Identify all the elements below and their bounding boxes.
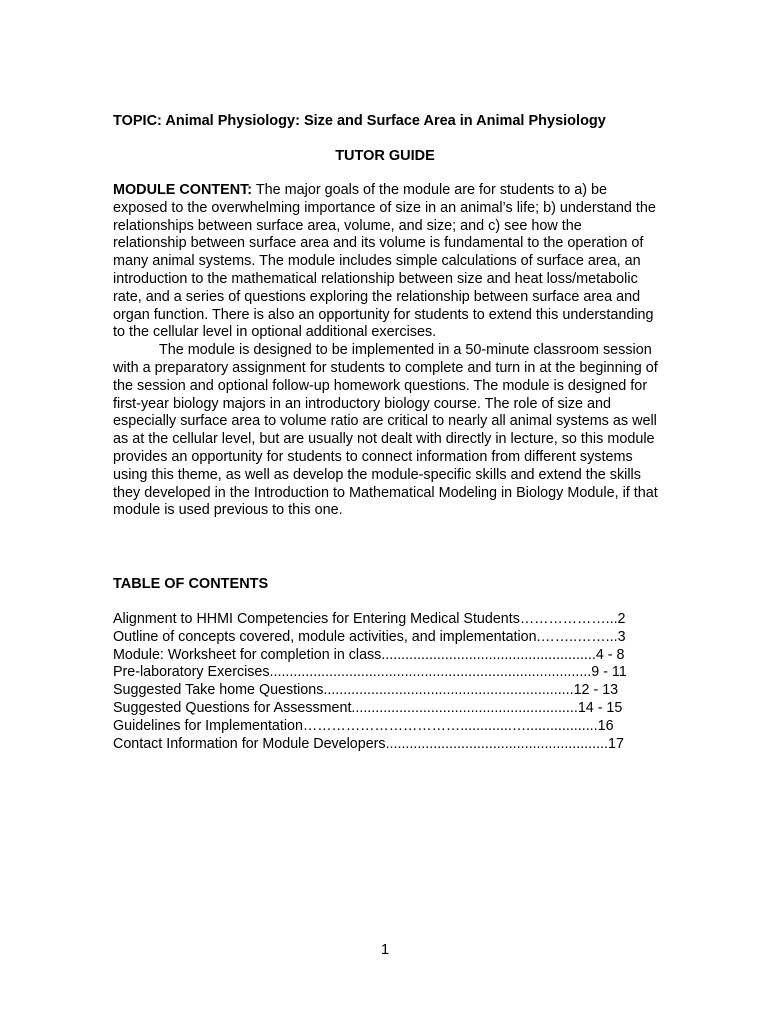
module-content-text: The major goals of the module are for students to a) be exposed to the overwhelming importance of size in an animal’s life; b) understand the relationships between surface area, volume, and size; and c) see how the relationship between surface area and its volume is fundamental to the operation of many animal systems. The module includes simple calculations of surface area, an introduction to the mathematical relationship between size and heat loss/metabolic rate, and a series of questions exploring the relationship between surface area and organ function. There is also an opportunity for students to extend this understanding to the cellular level in optional additional exercises. [113,182,656,341]
toc-entry: Guidelines for Implementation…………………………….............…..................16 [113,717,614,734]
toc-entry: Suggested Questions for Assessment.........................................................14 - 15 [113,699,623,716]
page-number: 1 [380,941,390,958]
toc-entry: Alignment to HHMI Competencies for Entering Medical Students………………...2 [113,611,626,627]
toc-entry: Contact Information for Module Developers........................................................17 [113,735,624,752]
tutor-guide-title: TUTOR GUIDE [335,148,435,164]
module-content-paragraph-2: The module is designed to be implemented in a 50-minute classroom session with a preparatory assignment for students to complete and turn in at the beginning of the session and optional follow-up homework questions. The module is designed for first-year biology majors in an introductory biology course. The role of size and especially surface area to volume ratio are critical to nearly all animal systems as well as at the cellular level, but are usually not dealt with directly in lecture, so this module provides an opportunity for students to connect information from different systems using this theme, as well as develop the module-specific skills and extend the skills they developed in the Introduction to Mathematical Modeling in Biology Module, if that module is used previous to this one. [113,342,658,519]
toc-entry: Pre-laboratory Exercises.................................................................................9 - 11 [113,664,627,681]
module-content-label: MODULE CONTENT: [113,182,253,198]
toc-entry: Suggested Take home Questions...............................................................12 - 13 [113,682,619,699]
toc-entry: Module: Worksheet for completion in class......................................................4 - 8 [113,646,625,663]
toc-heading: TABLE OF CONTENTS [113,576,269,592]
table-of-contents [113,611,673,753]
toc-entry: Outline of concepts covered, module activities, and implementation.……..……...3 [113,628,626,645]
module-content-section [113,182,658,520]
module-content-paragraph-1 [113,182,658,342]
topic-heading: TOPIC: Animal Physiology: Size and Surface Area in Animal Physiology [113,113,606,129]
